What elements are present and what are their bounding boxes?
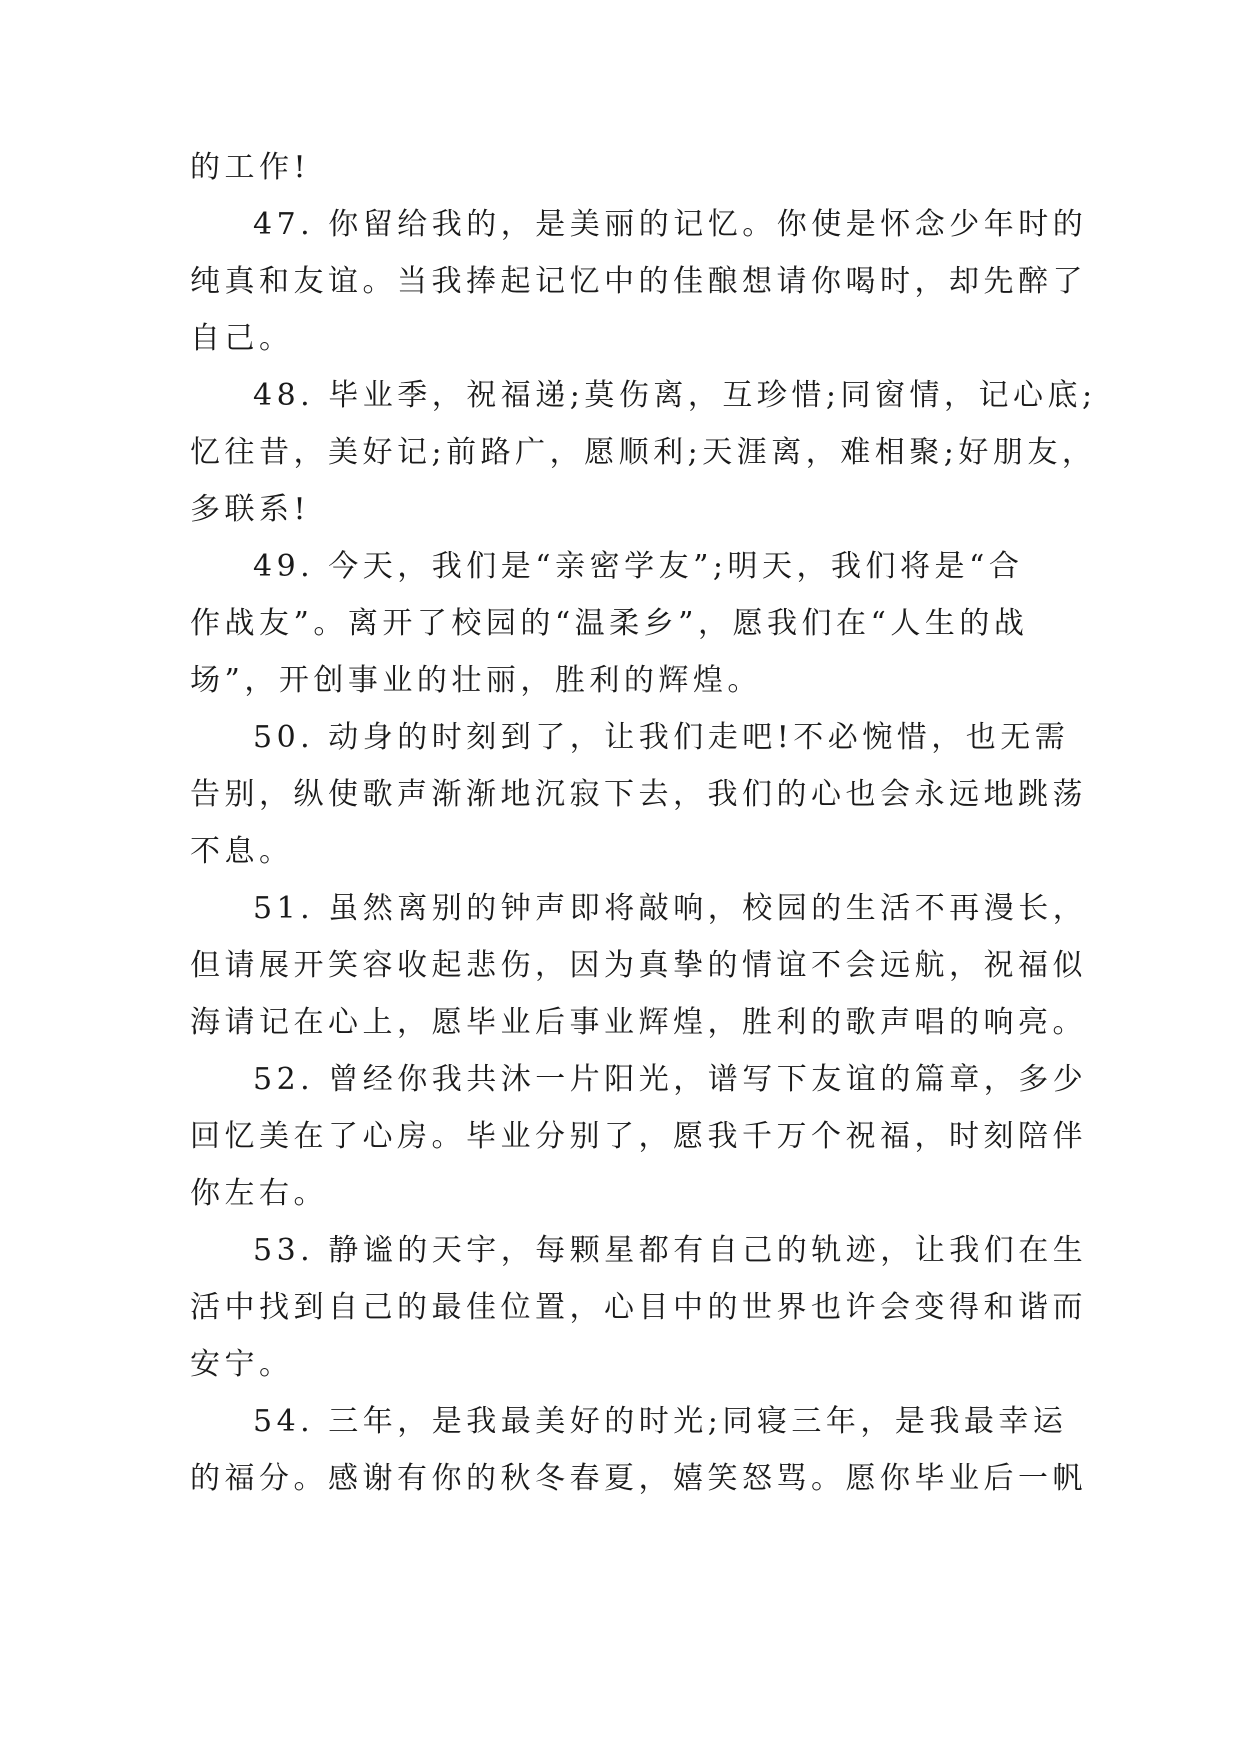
item-50-line-2: 告别，纵使歌声渐渐地沉寂下去，我们的心也会永远地跳荡 (190, 777, 1087, 812)
item-47-line-1: 47. 你留给我的，是美丽的记忆。你使是怀念少年时的 (253, 207, 1088, 242)
item-47-line-3: 自己。 (190, 321, 294, 356)
item-50-line-1: 50. 动身的时刻到了，让我们走吧!不必惋惜，也无需 (253, 720, 1070, 755)
item-49-line-1: 49. 今天，我们是“亲密学友”;明天，我们将是“合 (253, 549, 1024, 584)
item-51-line-1: 51. 虽然离别的钟声即将敲响，校园的生活不再漫长， (253, 891, 1088, 926)
item-54-line-1: 54. 三年，是我最美好的时光;同寝三年，是我最幸运 (253, 1404, 1068, 1439)
item-53-line-2: 活中找到自己的最佳位置，心目中的世界也许会变得和谐而 (190, 1290, 1087, 1325)
text-line: 的工作! (190, 150, 311, 185)
item-50-line-3: 不息。 (190, 834, 294, 869)
item-48-line-1: 48. 毕业季，祝福递;莫伤离，互珍惜;同窗情，记心底; (253, 378, 1097, 413)
item-51-line-2: 但请展开笑容收起悲伤，因为真挚的情谊不会远航，祝福似 (190, 948, 1087, 983)
item-47-line-2: 纯真和友谊。当我捧起记忆中的佳酿想请你喝时，却先醉了 (190, 264, 1087, 299)
item-49-line-3: 场”，开创事业的壮丽，胜利的辉煌。 (190, 663, 762, 698)
item-53-line-3: 安宁。 (190, 1347, 294, 1382)
item-52-line-2: 回忆美在了心房。毕业分别了，愿我千万个祝福，时刻陪伴 (190, 1119, 1087, 1154)
item-48-line-2: 忆往昔，美好记;前路广，愿顺利;天涯离，难相聚;好朋友， (190, 435, 1097, 470)
item-49-line-2: 作战友”。离开了校园的“温柔乡”，愿我们在“人生的战 (190, 606, 1029, 641)
item-52-line-1: 52. 曾经你我共沐一片阳光，谱写下友谊的篇章，多少 (253, 1062, 1088, 1097)
item-48-line-3: 多联系! (190, 492, 311, 527)
item-52-line-3: 你左右。 (190, 1176, 328, 1211)
item-51-line-3: 海请记在心上，愿毕业后事业辉煌，胜利的歌声唱的响亮。 (190, 1005, 1087, 1040)
item-53-line-1: 53. 静谧的天宇，每颗星都有自己的轨迹，让我们在生 (253, 1233, 1088, 1268)
item-54-line-2: 的福分。感谢有你的秋冬春夏，嬉笑怒骂。愿你毕业后一帆 (190, 1461, 1087, 1496)
